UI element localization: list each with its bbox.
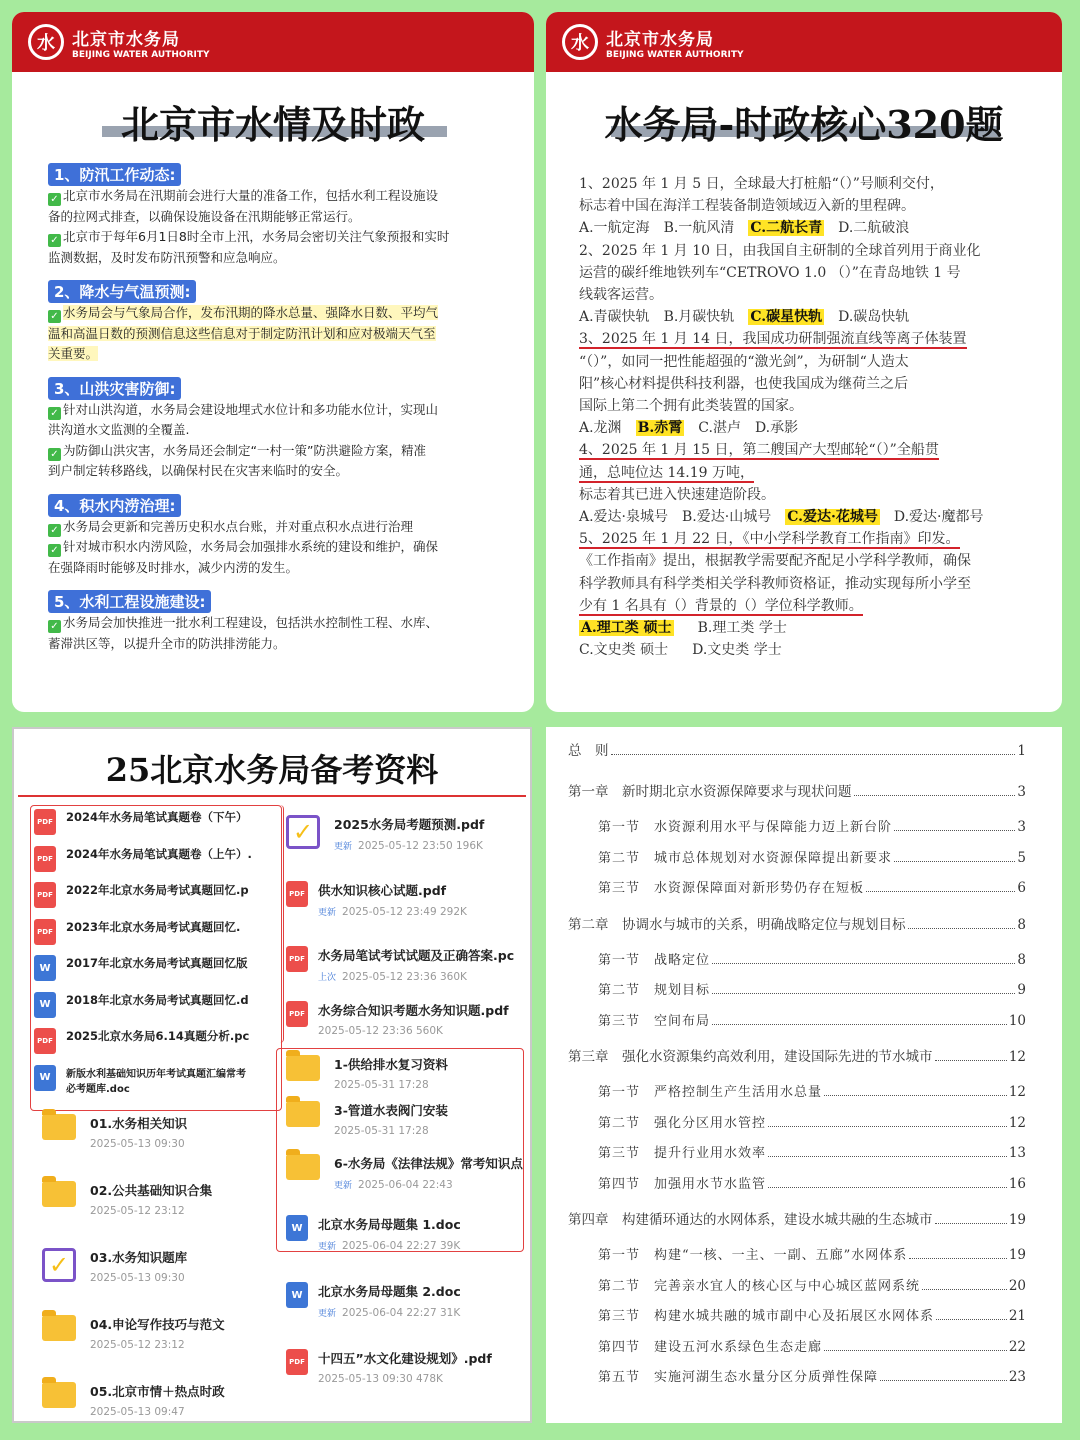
folder-icon — [286, 1154, 320, 1180]
toc-leader — [894, 861, 1015, 862]
option[interactable]: B.赤霄 — [637, 420, 683, 437]
question-text: 1、2025 年 1 月 5 日，全球最大打桩船“（）”号顺利交付， — [579, 176, 944, 192]
file-name: 2023年北京水务局考试真题回忆. — [66, 919, 241, 934]
toc-leader — [908, 928, 1016, 929]
file-meta: 2025-05-31 17:28 — [334, 1079, 429, 1091]
question-line — [546, 573, 1062, 595]
toc-page: 9 — [1017, 982, 1026, 998]
question-line — [546, 262, 1062, 284]
section-line — [48, 441, 514, 462]
toc-page: 10 — [1008, 1012, 1026, 1029]
file-item[interactable] — [286, 881, 526, 918]
toc-label: 第二节 城市总体规划对水资源保障提出新要求 — [598, 850, 893, 866]
toc-chapter[interactable] — [568, 1208, 1026, 1228]
question-line — [546, 240, 1062, 262]
file-name: 供水知识核心试题.pdf — [318, 883, 447, 898]
option[interactable]: D.文史类 学士 — [692, 642, 782, 659]
option-row — [546, 617, 1062, 639]
toc-section[interactable] — [598, 1173, 1026, 1192]
folder-item[interactable] — [42, 1248, 187, 1284]
toc-label: 第三章 强化水资源集约高效利用，建设国际先进的节水城市 — [568, 1049, 933, 1065]
option[interactable]: A.青碳快轨 — [579, 309, 650, 326]
folder-date: 2025-05-12 23:12 — [90, 1339, 185, 1351]
file-item[interactable] — [34, 1028, 274, 1054]
toc-page: 5 — [1017, 849, 1026, 866]
toc-section[interactable] — [598, 1244, 1026, 1263]
option[interactable]: C.二航长青 — [750, 220, 823, 237]
question-text: 2、2025 年 1 月 10 日，由我国自主研制的全球首列用于商业化 — [579, 242, 981, 259]
check-icon: ✓ — [48, 193, 61, 206]
toc-page: 8 — [1017, 916, 1026, 933]
toc-page: 12 — [1008, 1114, 1026, 1131]
pdf-file-icon: PDF — [286, 1001, 308, 1027]
option[interactable]: C.文史类 硕士 — [579, 642, 669, 659]
section-line — [48, 207, 514, 228]
toc-chapter[interactable] — [568, 1045, 1026, 1065]
word-file-icon: W — [286, 1215, 308, 1241]
folder-icon — [42, 1315, 76, 1341]
question-text: 标志着中国在海洋工程装备制造领域迈入新的里程碑。 — [579, 198, 915, 215]
toc-section[interactable] — [598, 816, 1026, 835]
question-text: 国际上第二个拥有此类装置的国家。 — [579, 398, 803, 415]
toc-label: 第一节 战略定位 — [598, 952, 711, 968]
word-file-icon: W — [286, 1282, 308, 1308]
pdf-file-icon: PDF — [34, 882, 56, 908]
toc-page: 3 — [1017, 784, 1026, 800]
option[interactable]: B.一航风清 — [663, 220, 735, 237]
file-item[interactable] — [34, 919, 274, 945]
question-line — [546, 484, 1062, 506]
pdf-file-icon: PDF — [34, 809, 56, 835]
divider — [18, 795, 526, 797]
question-line — [546, 595, 1062, 617]
logo-en: BEIJING WATER AUTHORITY — [72, 49, 210, 60]
question-text: “（）”，如同一把性能超强的“激光剑”，为研制“人造太 — [579, 353, 909, 370]
toc-page: 6 — [1017, 880, 1026, 896]
option-row — [546, 306, 1062, 328]
file-item[interactable] — [34, 882, 274, 908]
toc-page: 22 — [1008, 1338, 1026, 1355]
folder-item[interactable] — [42, 1181, 212, 1217]
section-4 — [48, 494, 534, 579]
question-text: 阳”核心材料提供科技利器，也使我国成为继荷兰之后 — [579, 375, 909, 392]
file-name: 6-水务局《法律法规》常考知识点 — [334, 1156, 523, 1171]
file-item[interactable] — [286, 1101, 526, 1137]
section-line — [48, 537, 514, 558]
toc-leader — [611, 754, 1016, 755]
toc-page: 3 — [1017, 819, 1026, 835]
toc-leader — [712, 1024, 1007, 1025]
option[interactable]: D.承影 — [754, 420, 799, 437]
file-item[interactable] — [286, 1215, 526, 1252]
file-item[interactable] — [286, 1349, 526, 1385]
toc-label: 第四节 建设五河水系绿色生态走廊 — [598, 1339, 823, 1355]
toc-label: 总 则 — [568, 743, 609, 759]
file-name: 2017年北京水务局考试真题回忆版 — [66, 956, 248, 970]
section-line — [48, 186, 514, 207]
folder-icon — [286, 1055, 320, 1081]
toc-label: 第一章 新时期北京水资源保障要求与现状问题 — [568, 784, 852, 800]
toc-leader — [712, 963, 1015, 964]
check-icon: ✓ — [48, 407, 61, 420]
question-text: 线载客运营。 — [579, 287, 663, 304]
question-line — [546, 284, 1062, 306]
line-text: 针对山洪沟道，水务局会建设地埋式水位计和多功能水位计，实现山 — [63, 401, 439, 417]
toc-label: 第三节 空间布局 — [598, 1013, 711, 1029]
file-item[interactable] — [286, 946, 526, 983]
questions — [546, 173, 1062, 661]
file-name: 水务综合知识考题水务知识题.pdf — [318, 1003, 509, 1018]
file-name: 北京水务局母题集 1.doc — [318, 1217, 461, 1232]
page-title: 北京市水情及时政 — [12, 94, 534, 149]
section-heading: 3、山洪灾害防御: — [48, 377, 181, 400]
toc-chapter[interactable] — [568, 913, 1026, 933]
toc-page: 16 — [1008, 1175, 1026, 1192]
folder-name: 02.公共基础知识合集 — [90, 1183, 213, 1198]
toc-section[interactable] — [598, 877, 1026, 896]
line-text: 为防御山洪灾害，水务局还会制定“一村一策”防洪避险方案，精准 — [63, 442, 426, 458]
section-heading: 4、积水内涝治理: — [48, 494, 181, 517]
word-file-icon: W — [34, 1065, 56, 1091]
folder-name: 04.申论写作技巧与范文 — [90, 1317, 225, 1332]
check-icon: ✓ — [48, 620, 61, 633]
toc-section[interactable] — [598, 1081, 1026, 1100]
toc-page: 19 — [1008, 1247, 1026, 1263]
toc-label: 第一节 构建“一核、一主、一副、五廊”水网体系 — [598, 1248, 908, 1263]
pdf-file-icon: PDF — [286, 881, 308, 907]
panel-quiz — [546, 12, 1062, 712]
toc-leader — [824, 1350, 1007, 1351]
question-line — [546, 173, 1062, 195]
option[interactable]: B.月碳快轨 — [663, 309, 735, 326]
toc-chapter[interactable] — [568, 780, 1026, 800]
section-line — [48, 420, 514, 441]
check-icon: ✓ — [48, 310, 61, 323]
section-heading: 1、防汛工作动态: — [48, 163, 181, 186]
option-row — [546, 639, 1062, 661]
toc-section[interactable] — [598, 1112, 1026, 1131]
toc-leader — [712, 993, 1015, 994]
toc-leader — [935, 1060, 1007, 1061]
question-line — [546, 462, 1062, 484]
file-name: 十四五”水文化建设规划》.pdf — [318, 1351, 492, 1366]
toc-page: 23 — [1008, 1369, 1026, 1385]
file-name: 2024年水务局笔试真题卷（下午） — [66, 810, 248, 824]
toc-section[interactable] — [598, 1275, 1026, 1294]
option[interactable]: B.理工类 学士 — [697, 620, 787, 637]
question-line — [546, 439, 1062, 461]
file-name: 水务局笔试考试试题及正确答案.pc — [318, 948, 515, 963]
check-icon: ✓ — [48, 448, 61, 461]
toc-label: 第二节 规划目标 — [598, 983, 711, 998]
toc-section[interactable] — [598, 949, 1026, 968]
toc-label: 第四节 加强用水节水监管 — [598, 1176, 767, 1192]
question-line — [546, 373, 1062, 395]
file-name: 必考题库.doc — [66, 1083, 130, 1095]
toc-leader — [936, 1319, 1007, 1320]
update-badge: 更新 — [334, 1181, 353, 1191]
line-text: 水务局会与气象局合作，发布汛期的降水总量、强降水日数、平均气 — [63, 305, 439, 320]
file-name: 北京水务局母题集 2.doc — [318, 1284, 461, 1299]
toc-label: 第五节 实施河湖生态水量分区分质弹性保障 — [598, 1370, 879, 1385]
file-meta: 2025-06-04 22:27 39K — [342, 1240, 461, 1252]
file-name: 2025水务局考题预测.pdf — [334, 817, 485, 832]
toc-section[interactable] — [598, 1366, 1026, 1385]
toc-label: 第一节 严格控制生产生活用水总量 — [598, 1085, 823, 1100]
toc-leader — [824, 1095, 1007, 1096]
toc-page: 1 — [1017, 743, 1026, 759]
update-badge: 更新 — [318, 908, 337, 918]
question-text: 科学教师具有科学类相关学科教师资格证，推动实现每所小学至 — [579, 575, 971, 592]
toc-page: 21 — [1008, 1308, 1026, 1324]
toc-section[interactable] — [598, 1336, 1026, 1355]
section-line — [48, 303, 514, 324]
file-meta: 2025-05-31 17:28 — [334, 1125, 429, 1137]
section-line — [48, 324, 514, 345]
page-title: 25北京水务局备考资料 — [105, 751, 439, 789]
header-banner — [12, 12, 534, 72]
check-icon: ✓ — [48, 524, 61, 537]
file-name: 3-管道水表阀门安装 — [334, 1103, 448, 1118]
file-name: 新版水利基础知识历年考试真题汇编常考 — [66, 1068, 246, 1080]
toc-leader — [768, 1156, 1007, 1157]
file-meta: 2025-05-12 23:50 196K — [358, 840, 483, 852]
toc-leader — [768, 1126, 1007, 1127]
folder-date: 2025-05-13 09:30 — [90, 1138, 185, 1150]
toc-label: 第二节 强化分区用水管控 — [598, 1115, 767, 1131]
panel-toc — [546, 727, 1062, 1423]
highlight-box — [276, 805, 284, 1043]
folder-date: 2025-05-12 23:12 — [90, 1205, 185, 1217]
toc-leader — [909, 1258, 1007, 1259]
word-file-icon: W — [34, 955, 56, 981]
logo-cn: 北京市水务局 — [606, 29, 714, 50]
file-meta: 2025-06-04 22:27 31K — [342, 1307, 461, 1319]
option-row — [546, 417, 1062, 439]
toc-page: 20 — [1008, 1277, 1026, 1294]
file-item[interactable] — [34, 955, 274, 981]
toc-label: 第三节 水资源保障面对新形势仍存在短板 — [598, 881, 865, 896]
toc-leader — [854, 795, 1016, 796]
file-item[interactable] — [286, 815, 526, 852]
file-item[interactable] — [34, 992, 274, 1018]
folder-icon — [286, 1101, 320, 1127]
option[interactable]: A.龙渊 — [579, 420, 622, 437]
option-row — [546, 217, 1062, 239]
line-text: 洪沟道水文监测的全覆盖. — [48, 422, 190, 437]
authority-logo-icon: 水 — [28, 24, 64, 60]
folder-icon — [42, 1382, 76, 1408]
toc-section[interactable] — [598, 1305, 1026, 1324]
folder-item[interactable] — [42, 1315, 225, 1351]
toc-page: 12 — [1008, 1049, 1026, 1065]
section-line — [48, 344, 514, 365]
file-meta: 2025-05-12 23:36 360K — [342, 971, 467, 983]
sections — [12, 163, 534, 654]
header-banner — [546, 12, 1062, 72]
toc-section[interactable] — [598, 1010, 1026, 1029]
pdf-file-icon: PDF — [286, 946, 308, 972]
question-line — [546, 328, 1062, 350]
folder-date: 2025-05-13 09:30 — [90, 1272, 185, 1284]
question-line — [546, 351, 1062, 373]
section-line — [48, 248, 514, 269]
file-item[interactable] — [34, 1065, 274, 1095]
toc-leader — [880, 1380, 1007, 1381]
line-text: 蓄滞洪区等，以提升全市的防洪排涝能力。 — [48, 635, 286, 651]
section-heading: 5、水利工程设施建设: — [48, 590, 211, 613]
file-name: 2022年北京水务局考试真题回忆.p — [66, 883, 249, 897]
toc-section[interactable] — [598, 847, 1026, 866]
file-meta: 2025-06-04 22:43 — [358, 1179, 453, 1191]
toc-label: 第二章 协调水与城市的关系，明确战略定位与规划目标 — [568, 916, 906, 933]
toc-leader — [922, 1289, 1007, 1290]
section-line — [48, 613, 514, 634]
pdf-file-icon: PDF — [34, 846, 56, 872]
option[interactable]: A.爱达·泉城号 — [579, 509, 669, 526]
toc-leader — [768, 1187, 1007, 1188]
toc-leader — [894, 830, 1015, 831]
page-title: 水务局-时政核心320题 — [604, 102, 1004, 147]
line-text: 在强降雨时能够及时排水，减少内涝的发生。 — [48, 559, 299, 575]
folder-icon — [42, 1114, 76, 1140]
line-text: 针对城市积水内涝风险，水务局会加强排水系统的建设和维护，确保 — [63, 539, 439, 554]
question-line — [546, 550, 1062, 572]
toc-label: 第一节 水资源利用水平与保障能力迈上新台阶 — [598, 820, 893, 835]
line-text: 监测数据，及时发布防汛预警和应急响应。 — [48, 249, 286, 265]
question-text: 标志着其已进入快速建造阶段。 — [579, 486, 775, 503]
section-1 — [48, 163, 534, 268]
folder-icon — [42, 1181, 76, 1207]
check-icon: ✓ — [48, 544, 61, 557]
section-line — [48, 227, 514, 248]
option[interactable]: D.碳岛快轨 — [838, 309, 910, 326]
line-text: 温和高温日数的预测信息这些信息对于制定防汛计划和应对极端天气至 — [48, 325, 436, 341]
line-text: 备的拉网式排查，以确保设施设备在汛期能够正常运行。 — [48, 208, 361, 224]
section-3 — [48, 377, 534, 482]
toc-page: 13 — [1008, 1145, 1026, 1161]
line-text: 水务局会加快推进一批水利工程建设，包括洪水控制性工程、水库、 — [63, 615, 439, 630]
checkbox-icon: ✓ — [286, 815, 320, 849]
question-line — [546, 528, 1062, 550]
file-item[interactable] — [286, 1154, 526, 1191]
folder-date: 2025-05-13 09:47 — [90, 1406, 185, 1418]
pdf-file-icon: PDF — [286, 1349, 308, 1375]
panel-water-affairs — [12, 12, 534, 712]
file-item[interactable] — [286, 1055, 526, 1091]
line-text: 北京市水务局在汛期前会进行大量的准备工作，包括水利工程设施设 — [63, 188, 439, 203]
question-line — [546, 195, 1062, 217]
line-text: 关重要。 — [48, 346, 99, 361]
option[interactable]: C.爱达·花城号 — [787, 509, 878, 526]
folder-name: 05.北京市情＋热点时政 — [90, 1384, 225, 1399]
word-file-icon: W — [34, 992, 56, 1018]
question-text: 4、2025 年 1 月 15 日，第二艘国产大型邮轮“（）”全船贯 — [579, 442, 939, 459]
toc-label: 第三节 构建水城共融的城市副中心及拓展区水网体系 — [598, 1309, 935, 1324]
toc-leader — [866, 891, 1015, 892]
line-text: 水务局会更新和完善历史积水点台账，并对重点积水点进行治理 — [63, 518, 414, 534]
toc-page: 19 — [1008, 1212, 1026, 1228]
option[interactable]: A.一航定海 — [579, 220, 650, 237]
update-badge: 更新 — [318, 1242, 337, 1252]
toc-label: 第二节 完善亲水宜人的核心区与中心城区蓝网系统 — [598, 1278, 921, 1294]
option[interactable]: D.爱达·魔都号 — [893, 509, 984, 526]
panel-files — [12, 727, 532, 1423]
option[interactable]: A.理工类 硕士 — [581, 620, 672, 637]
option-row — [546, 506, 1062, 528]
authority-logo-icon: 水 — [562, 24, 598, 60]
pdf-file-icon: PDF — [34, 1028, 56, 1054]
section-line — [48, 517, 514, 538]
logo-cn: 北京市水务局 — [72, 29, 180, 50]
file-item[interactable] — [286, 1282, 526, 1319]
update-badge: 上次 — [318, 973, 337, 983]
toc-section[interactable] — [598, 979, 1026, 998]
line-text: 北京市于每年6月1日8时全市上汛，水务局会密切关注气象预报和实时 — [63, 229, 450, 244]
section-line — [48, 558, 514, 579]
line-text: 到户制定转移路线，以确保村民在灾害来临时的安全。 — [48, 463, 349, 478]
question-text: 3、2025 年 1 月 14 日，我国成功研制强流直线等离子体装置 — [579, 331, 967, 348]
section-5 — [48, 590, 534, 654]
update-badge: 更新 — [318, 1309, 337, 1319]
section-line — [48, 461, 514, 482]
file-meta: 2025-05-12 23:49 292K — [342, 906, 467, 918]
logo-en: BEIJING WATER AUTHORITY — [606, 49, 744, 60]
question-text: 通，总吨位达 14.19 万吨， — [579, 464, 754, 481]
checkbox-icon: ✓ — [42, 1248, 76, 1282]
check-icon: ✓ — [48, 234, 61, 247]
section-heading: 2、降水与气温预测: — [48, 280, 196, 303]
folder-item[interactable] — [42, 1382, 225, 1418]
toc-chapter[interactable] — [568, 739, 1026, 759]
toc-leader — [935, 1223, 1007, 1224]
folder-name: 03.水务知识题库 — [90, 1250, 188, 1265]
option[interactable]: D.二航破浪 — [838, 220, 910, 237]
section-line — [48, 634, 514, 655]
file-item[interactable] — [286, 1001, 526, 1037]
option[interactable]: C.碳星快轨 — [750, 309, 823, 326]
question-text: 少有 1 名具有（）背景的（）学位科学教师。 — [579, 597, 863, 614]
question-text: 《工作指南》提出，根据教学需要配齐配足小学科学教师，确保 — [579, 553, 971, 570]
file-name: 2018年北京水务局考试真题回忆.d — [66, 992, 249, 1007]
folder-name: 01.水务相关知识 — [90, 1116, 188, 1131]
option[interactable]: C.湛卢 — [698, 420, 741, 437]
file-meta: 2025-05-12 23:36 560K — [318, 1025, 443, 1037]
file-item[interactable] — [34, 846, 274, 872]
section-line — [48, 400, 514, 421]
toc-page: 12 — [1008, 1084, 1026, 1100]
question-text: 5、2025 年 1 月 22 日，《中小学科学教育工作指南》印发。 — [579, 531, 960, 548]
toc-label: 第三节 提升行业用水效率 — [598, 1146, 767, 1161]
file-item[interactable] — [34, 809, 274, 835]
question-text: 运营的碳纤维地铁列车“CETROVO 1.0 （）”在青岛地铁 1 号 — [579, 264, 961, 281]
file-name: 2025北京水务局6.14真题分析.pc — [66, 1029, 250, 1043]
file-meta: 2025-05-13 09:30 478K — [318, 1373, 443, 1385]
file-name: 2024年水务局笔试真题卷（上午）. — [66, 846, 252, 861]
section-2 — [48, 280, 534, 365]
toc-page: 8 — [1017, 951, 1026, 968]
toc-section[interactable] — [598, 1142, 1026, 1161]
update-badge: 更新 — [334, 842, 353, 852]
option[interactable]: B.爱达·山城号 — [682, 509, 772, 526]
folder-item[interactable] — [42, 1114, 187, 1150]
toc-label: 第四章 构建循环通达的水网体系，建设水城共融的生态城市 — [568, 1212, 933, 1228]
question-line — [546, 395, 1062, 417]
pdf-file-icon: PDF — [34, 919, 56, 945]
file-name: 1-供给排水复习资料 — [334, 1057, 448, 1072]
